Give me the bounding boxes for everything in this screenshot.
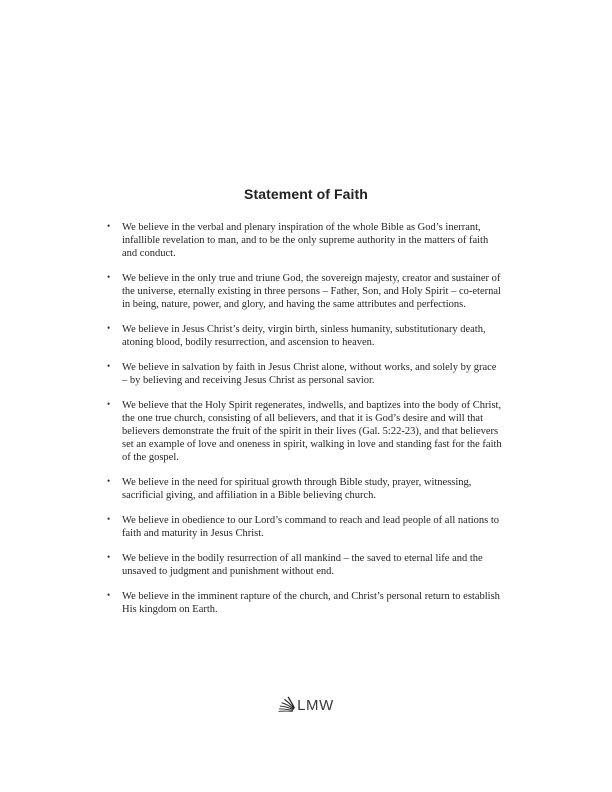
bullet-icon: •	[107, 476, 111, 486]
belief-list	[105, 221, 503, 628]
page-title: Statement of Faith	[244, 186, 368, 202]
belief-text: We believe in Jesus Christ’s deity, virgin birth, sinless humanity, substitutionary death, atoning blood, bodily resurrection, and ascension to heaven.	[122, 324, 486, 348]
belief-item	[105, 272, 503, 311]
belief-item	[105, 476, 503, 502]
belief-item	[105, 323, 503, 349]
bullet-icon: •	[107, 552, 111, 562]
belief-text: We believe in the only true and triune God, the sovereign majesty, creator and sustainer of the universe, eternally existing in three persons – Father, Son, and Holy Spirit – co-eternal in being, nature, power, and glory, and having the same attributes and perfections.	[122, 273, 501, 310]
bullet-icon: •	[107, 323, 111, 333]
belief-item	[105, 399, 503, 464]
belief-text: We believe in the need for spiritual growth through Bible study, prayer, witnessing, sacrificial giving, and affiliation in a Bible believing church.	[122, 477, 472, 501]
bullet-icon: •	[107, 590, 111, 600]
belief-text: We believe in the verbal and plenary inspiration of the whole Bible as God’s inerrant, infallible revelation to man, and to be the only supreme authority in the matters of faith and conduct.	[122, 222, 489, 259]
belief-text: We believe in the imminent rapture of the church, and Christ’s personal return to establish His kingdom on Earth.	[122, 591, 500, 615]
belief-item	[105, 552, 503, 578]
bullet-icon: •	[107, 514, 111, 524]
belief-text: We believe in the bodily resurrection of all mankind – the saved to eternal life and the unsaved to judgment and punishment without end.	[122, 553, 483, 577]
belief-text: We believe that the Holy Spirit regenerates, indwells, and baptizes into the body of Christ, the one true church, consisting of all believers, and that it is God’s desire and will that believers demonstrate the fruit of the spirit in their lives (Gal. 5:22-23), and that believers set an example of love and oneness in spirit, walking in love and standing fast for the faith of the gospel.	[122, 400, 502, 463]
belief-item	[105, 514, 503, 540]
bullet-icon: •	[107, 361, 111, 371]
belief-text: We believe in obedience to our Lord’s command to reach and lead people of all nations to faith and maturity in Jesus Christ.	[122, 515, 500, 539]
belief-item	[105, 361, 503, 387]
logo-text: LMW	[297, 696, 334, 714]
belief-item	[105, 590, 503, 616]
belief-text: We believe in salvation by faith in Jesus Christ alone, without works, and solely by grace – by believing and receiving Jesus Christ as personal savior.	[122, 362, 497, 386]
bullet-icon: •	[107, 221, 111, 231]
bullet-icon: •	[107, 399, 111, 409]
bullet-icon: •	[107, 272, 111, 282]
footer	[0, 696, 612, 714]
belief-item	[105, 221, 503, 260]
wing-sheaf-icon	[278, 696, 296, 714]
